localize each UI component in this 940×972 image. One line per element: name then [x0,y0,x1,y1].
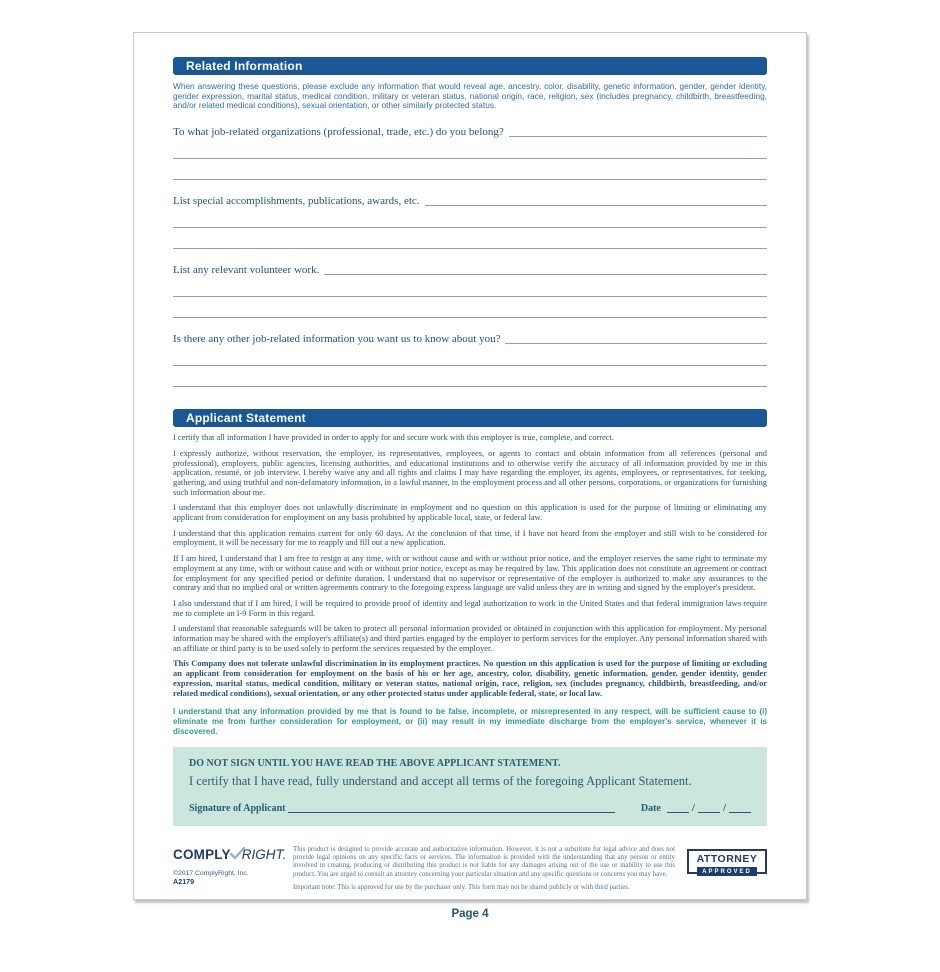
question-volunteer-answer-line[interactable] [324,274,767,275]
form-number: A2179 [173,876,195,886]
answer-line[interactable] [173,366,767,387]
date-year-line[interactable] [729,812,751,813]
related-information-title: Related Information [186,59,303,73]
question-volunteer-label: List any relevant volunteer work. [173,264,320,277]
signature-box [173,747,767,826]
answer-line[interactable] [173,345,767,366]
badge-attorney-text: ATTORNEY [696,852,758,865]
question-block-organizations [173,123,767,180]
legal-disclaimer-block [293,846,675,893]
answer-line[interactable] [173,159,767,180]
date-label: Date [640,802,661,814]
date-day-line[interactable] [698,812,720,813]
complyright-logo-block [173,846,287,886]
related-information-intro: When answering these questions, please exclude any information that would reveal age, ancestry, color, disability, genetic information, gender, gender identity, gender expression, marital status, medical condition, military or veteran status, national origin, race, religion, sex (includes pregnancy, childbirth, breastfeeding, and/or related medical conditions), sexual orientation, or other similarly protected status. [173,81,767,111]
answer-line[interactable] [173,138,767,159]
attorney-approved-badge-block [687,849,767,874]
important-note-text: Important note: This is approved for use by the purchaser only. This form may not be shared publicly or with third parties. [293,884,630,892]
signature-label: Signature of Applicant [189,802,286,814]
statement-paragraph: I also understand that if I am hired, I will be required to provide proof of identity and legal authorization to work in the United States and that federal immigration laws require me to complete an I-9 Form in this regard. [173,598,767,618]
answer-line[interactable] [173,228,767,249]
footer [173,846,767,893]
related-information-header [173,57,767,75]
date-month-line[interactable] [667,812,689,813]
badge-approved-text: APPROVED [697,867,757,876]
answer-line[interactable] [173,276,767,297]
check-swoosh-icon [230,847,245,865]
statement-paragraph: I certify that all information I have provided in order to apply for and secure work with this employer is true, complete, and correct. [173,433,614,443]
question-other-info-label: Is there any other job-related information you want us to know about you? [173,333,501,346]
answer-line[interactable] [173,207,767,228]
applicant-statement-header [173,409,767,427]
question-block-other-info [173,330,767,387]
applicant-statement-title: Applicant Statement [186,411,306,426]
answer-line[interactable] [173,297,767,318]
date-slash: / [722,801,726,814]
statement-paragraph: I expressly authorize, without reservation, the employer, its representatives, employees, or agents to contact and obtain information from all references (personal and professional), employers, public agencies, licensing authorities, and educational institutions and to otherwise verify the accuracy of all information provided by me in this application, resumé, or job interview. I hereby waive any and all rights and claims I may have regarding the employer, its agents, employees, or representatives, for seeking, gathering, and using truthful and non-defamatory information, in a lawful manner, in the employment process and all other persons, corporations, or organizations for furnishing such information about me. [173,448,767,497]
question-accomplishments-label: List special accomplishments, publications, awards, etc. [173,195,420,208]
question-accomplishments-answer-line[interactable] [425,205,767,206]
statement-false-info-warning: I understand that any information provided by me that is found to be false, incomplete, or misrepresented in any respect, will be sufficient cause to (i) eliminate me from further consideration for employment, or (ii) may result in my immediate discharge from the employer's service, whenever it is discovered. [173,707,767,736]
copyright-text: ©2017 ComplyRight, Inc. [173,869,249,877]
signature-input-line[interactable] [288,812,615,813]
page-number: Page 4 [451,907,489,920]
legal-disclaimer-text: This product is designed to provide accurate and authoritative information. However, it is not a substitute for legal advice and does not provide legal opinions on any specific facts or services. The information is provided with the understanding that any person or entity involved in creating, producing or distributing this product is not liable for any damages arising out of the use or inability to use this product. You are urged to consult an attorney concerning your particular situation and any specific questions or concerns you may have. [293,845,675,878]
statement-paragraph: I understand that reasonable safeguards will be taken to protect all personal information provided or obtained in conjunction with this application for employment. My personal information may be shared with the employer's affiliate(s) and third parties engaged by the employer to perform services for the employer. Any personal information shared with an affiliate or third party is to be used solely to perform the services requested by the employer. [173,624,767,653]
logo-right-text: RIGHT. [241,846,287,862]
statement-nondiscrimination-paragraph: This Company does not tolerate unlawful discrimination in its employment practices. No question on this application is used for the purpose of limiting or excluding an applicant from consideration for employment on the basis of his or her age, ancestry, color, disability, genetic information, gender, gender identity, gender expression, marital status, medical condition, military or veteran status, national origin, race, religion, sex (includes pregnancy, childbirth, breastfeeding, and/or related medical conditions), sexual orientation, or any other protected status under applicable federal, state, or local law. [173,659,767,698]
question-other-info-answer-line[interactable] [505,343,767,344]
question-organizations-label: To what job-related organizations (professional, trade, etc.) do you belong? [173,126,504,139]
statement-paragraph: If I am hired, I understand that I am free to resign at any time, with or without cause and with or without prior notice, and the employer reserves the same right to terminate my employment at any time, with or without cause and with or without prior notice, except as may be required by law. This application does not constitute an agreement or contract for employment for any specified period or definite duration. I understand that no supervisor or representative of the employer is authorized to make any assurances to the contrary and that no implied oral or written agreements contrary to the foregoing express language are valid unless they are in writing and signed by the employer's president. [173,554,767,593]
attorney-approved-badge [687,849,767,874]
complyright-logo [173,846,287,864]
question-block-accomplishments [173,192,767,249]
question-block-volunteer [173,261,767,318]
logo-comply-text: COMPLY [173,846,231,862]
date-slash: / [691,801,695,814]
statement-paragraph: I understand that this application remains current for only 60 days. At the conclusion of that time, if I have not heard from the employer and still wish to be considered for employment, it will be necessary for me to reapply and fill out a new application. [173,528,767,548]
do-not-sign-warning: DO NOT SIGN UNTIL YOU HAVE READ THE ABOVE APPLICANT STATEMENT. [189,757,561,769]
applicant-statement-body [173,433,767,737]
form-page [133,32,807,920]
question-organizations-answer-line[interactable] [509,136,767,137]
certify-statement: I certify that I have read, fully understand and accept all terms of the foregoing Applicant Statement. [189,773,692,788]
statement-paragraph: I understand that this employer does not unlawfully discriminate in employment and no question on this application is used for the purpose of limiting or eliminating any applicant from consideration for employment on any basis prohibited by applicable local, state, or federal law. [173,503,767,523]
